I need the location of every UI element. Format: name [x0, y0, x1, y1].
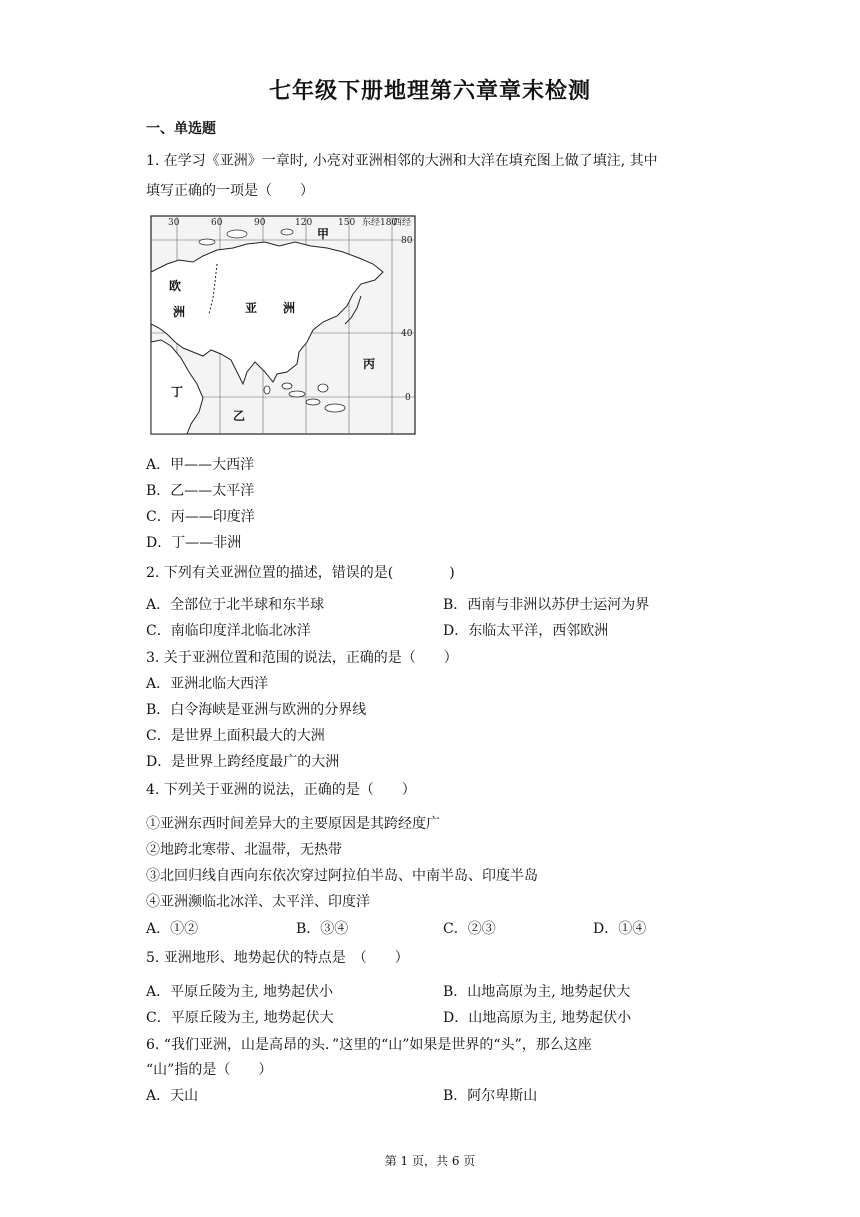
q2-option-a: A．全部位于北半球和东半球	[146, 597, 325, 613]
q3-stem: 3. 关于亚洲位置和范围的说法，正确的是（ ）	[146, 650, 458, 666]
q5-option-a: A．平原丘陵为主, 地势起伏小	[146, 984, 334, 1000]
lon-label: 60	[211, 218, 223, 228]
lat-label: 40	[401, 329, 413, 339]
q6-stem-line2: “山”指的是（ ）	[146, 1062, 273, 1078]
q5-stem: 5. 亚洲地形、地势起伏的特点是 （ ）	[146, 950, 409, 966]
region-label-yi: 乙	[233, 409, 246, 423]
q1-option-d: D．丁——非洲	[146, 535, 242, 551]
q4-option-d: D．①④	[593, 921, 647, 937]
q4-option-a: A．①②	[146, 921, 199, 937]
lon-label: 120	[295, 218, 313, 228]
lat-label: 80	[401, 236, 413, 246]
q3-option-c: C．是世界上面积最大的大洲	[146, 728, 325, 744]
q4-item-3: ③北回归线自西向东依次穿过阿拉伯半岛、中南半岛、印度半岛	[146, 868, 538, 884]
q1-option-a: A．甲——大西洋	[146, 457, 255, 473]
region-label-ding: 丁	[171, 385, 184, 399]
q2-option-b: B．西南与非洲以苏伊士运河为界	[443, 597, 650, 613]
q6-stem-line1: 6. “我们亚洲，山是高昂的头．”这里的“山”如果是世界的“头”，那么这座	[146, 1037, 592, 1053]
q3-option-a: A．亚洲北临大西洋	[146, 676, 269, 692]
q1-stem-line2: 填写正确的一项是（ ）	[146, 183, 314, 199]
region-label-jia: 甲	[317, 227, 330, 241]
q6-option-a: A．天山	[146, 1088, 199, 1104]
region-label-ya: 亚	[245, 301, 258, 315]
q5-option-b: B．山地高原为主, 地势起伏大	[443, 984, 631, 1000]
q2-stem: 2. 下列有关亚洲位置的描述，错误的是( )	[146, 565, 455, 581]
q6-option-b: B．阿尔卑斯山	[443, 1088, 538, 1104]
region-label-zhou-eu: 洲	[173, 305, 186, 319]
section-heading: 一、单选题	[146, 121, 216, 137]
q3-option-b: B．白令海峡是亚洲与欧洲的分界线	[146, 702, 367, 718]
q1-option-c: C．丙——印度洋	[146, 509, 255, 525]
q4-option-b: B．③④	[296, 921, 349, 937]
q1-stem-line1: 1. 在学习《亚洲》一章时, 小亮对亚洲相邻的大洲和大洋在填充图上做了填注, 其中	[146, 153, 658, 169]
q4-stem: 4. 下列关于亚洲的说法，正确的是（ ）	[146, 782, 416, 798]
page-footer: 第 1 页，共 6 页	[384, 1154, 476, 1168]
page-title: 七年级下册地理第六章章末检测	[268, 79, 591, 104]
q5-option-c: C．平原丘陵为主, 地势起伏大	[146, 1010, 334, 1026]
q4-option-c: C．②③	[443, 921, 496, 937]
lon-label: 西经	[393, 218, 412, 228]
lon-label: 30	[168, 218, 180, 228]
q5-option-d: D．山地高原为主, 地势起伏小	[443, 1010, 632, 1026]
region-label-zhou: 洲	[283, 301, 296, 315]
lon-label: 150	[338, 218, 356, 228]
region-label-bing: 丙	[363, 357, 376, 371]
lon-label: 90	[254, 218, 266, 228]
lat-label: 0	[405, 393, 411, 403]
q3-option-d: D．是世界上跨经度最广的大洲	[146, 754, 340, 770]
q2-option-d: D．东临太平洋，西邻欧洲	[443, 623, 609, 639]
q4-item-4: ④亚洲濒临北冰洋、太平洋、印度洋	[146, 894, 370, 910]
q4-item-2: ②地跨北寒带、北温带，无热带	[146, 842, 342, 858]
lon-label: 东经180	[362, 218, 398, 228]
q4-item-1: ①亚洲东西时间差异大的主要原因是其跨经度广	[146, 816, 440, 832]
region-label-ou: 欧	[169, 279, 182, 293]
q2-option-c: C．南临印度洋北临北冰洋	[146, 623, 311, 639]
asia-outline-map	[147, 212, 419, 438]
q1-option-b: B．乙——太平洋	[146, 483, 255, 499]
